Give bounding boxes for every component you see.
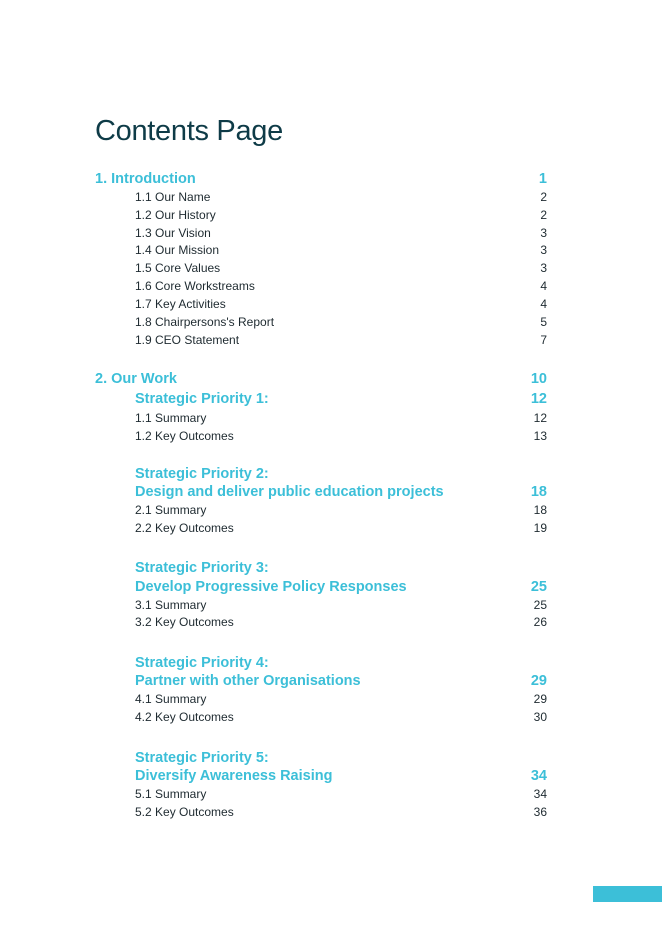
toc-priority-label: Strategic Priority 3: [135, 560, 269, 576]
toc-entry[interactable] [135, 709, 547, 725]
toc-priority-4-subheading[interactable] [135, 672, 547, 690]
toc-entry-label: 1.9 CEO Statement [135, 333, 240, 347]
toc-entry[interactable] [135, 225, 547, 241]
toc-priority-label: Strategic Priority 2: [135, 466, 269, 482]
toc-section-our-work[interactable] [95, 370, 547, 388]
toc-priority-label: Strategic Priority 4: [135, 655, 269, 671]
toc-priority-title: Diversify Awareness Raising [135, 768, 333, 784]
toc-entry[interactable] [135, 410, 547, 426]
toc-page-number: 19 [533, 521, 547, 535]
toc-section-introduction[interactable] [95, 170, 547, 188]
toc-entry[interactable] [135, 597, 547, 613]
toc-page-number: 2 [540, 208, 547, 222]
toc-entry[interactable] [135, 260, 547, 276]
toc-section-label: 2. Our Work [95, 371, 177, 387]
toc-priority-1-heading[interactable] [135, 390, 547, 408]
toc-entry-label: 1.4 Our Mission [135, 243, 220, 257]
toc-priority-2-heading [135, 465, 547, 483]
toc-priority-5-subheading[interactable] [135, 767, 547, 785]
toc-entry-label: 5.1 Summary [135, 787, 207, 801]
toc-section-label: 1. Introduction [95, 171, 196, 187]
toc-entry-label: 4.1 Summary [135, 692, 207, 706]
toc-priority-5-heading [135, 749, 547, 767]
toc-entry-label: 1.1 Our Name [135, 190, 211, 204]
toc-entry[interactable] [135, 207, 547, 223]
toc-entry-label: 1.8 Chairpersons's Report [135, 315, 275, 329]
toc-priority-label: Strategic Priority 5: [135, 750, 269, 766]
toc-page-number: 30 [533, 710, 547, 724]
toc-entry-label: 2.1 Summary [135, 503, 207, 517]
toc-entry-label: 1.3 Our Vision [135, 226, 211, 240]
toc-entry[interactable] [135, 296, 547, 312]
toc-entry[interactable] [135, 520, 547, 536]
toc-entry-label: 3.2 Key Outcomes [135, 615, 234, 629]
toc-page-number: 3 [540, 226, 547, 240]
toc-entry-label: 4.2 Key Outcomes [135, 710, 234, 724]
toc-page-number: 3 [540, 261, 547, 275]
toc-page-number: 7 [540, 333, 547, 347]
toc-page-number: 29 [533, 692, 547, 706]
toc-priority-2-subheading[interactable] [135, 483, 547, 501]
toc-entry[interactable] [135, 614, 547, 630]
toc-entry-label: 2.2 Key Outcomes [135, 521, 234, 535]
toc-page-number: 4 [540, 279, 547, 293]
toc-entry[interactable] [135, 332, 547, 348]
toc-entry[interactable] [135, 428, 547, 444]
toc-entry-label: 1.2 Our History [135, 208, 216, 222]
toc-entry[interactable] [135, 242, 547, 258]
toc-page-number: 1 [538, 171, 547, 187]
toc-entry[interactable] [135, 278, 547, 294]
toc-priority-label: Strategic Priority 1: [135, 391, 269, 407]
toc-page-number: 25 [533, 598, 547, 612]
toc-page-number: 36 [533, 805, 547, 819]
toc-priority-4-heading [135, 654, 547, 672]
toc-page-number: 3 [540, 243, 547, 257]
toc-entry[interactable] [135, 189, 547, 205]
toc-entry-label: 3.1 Summary [135, 598, 207, 612]
toc-page-number: 34 [530, 768, 547, 784]
toc-entry-label: 1.1 Summary [135, 411, 207, 425]
toc-page-number: 18 [533, 503, 547, 517]
toc-page-number: 12 [530, 391, 547, 407]
toc-entry-label: 1.6 Core Workstreams [135, 279, 255, 293]
toc-entry[interactable] [135, 786, 547, 802]
toc-entry-label: 1.5 Core Values [135, 261, 221, 275]
page-title: Contents Page [95, 115, 283, 147]
toc-entry-label: 5.2 Key Outcomes [135, 805, 234, 819]
toc-page-number: 25 [530, 579, 547, 595]
page-accent-bar [593, 886, 662, 902]
toc-priority-title: Develop Progressive Policy Responses [135, 579, 407, 595]
toc-priority-title: Partner with other Organisations [135, 673, 361, 689]
toc-entry-label: 1.2 Key Outcomes [135, 429, 234, 443]
toc-entry[interactable] [135, 314, 547, 330]
toc-page-number: 18 [530, 484, 547, 500]
toc-page-number: 34 [533, 787, 547, 801]
toc-priority-title: Design and deliver public education projects [135, 484, 444, 500]
toc-entry[interactable] [135, 691, 547, 707]
toc-entry-label: 1.7 Key Activities [135, 297, 226, 311]
toc-page-number: 29 [530, 673, 547, 689]
toc-entry[interactable] [135, 804, 547, 820]
toc-page-number: 12 [533, 411, 547, 425]
toc-page-number: 13 [533, 429, 547, 443]
toc-page-number: 10 [530, 371, 547, 387]
toc-priority-3-heading [135, 559, 547, 577]
toc-page-number: 5 [540, 315, 547, 329]
toc-priority-3-subheading[interactable] [135, 578, 547, 596]
toc-page-number: 26 [533, 615, 547, 629]
toc-page-number: 2 [540, 190, 547, 204]
toc-page-number: 4 [540, 297, 547, 311]
toc-entry[interactable] [135, 502, 547, 518]
